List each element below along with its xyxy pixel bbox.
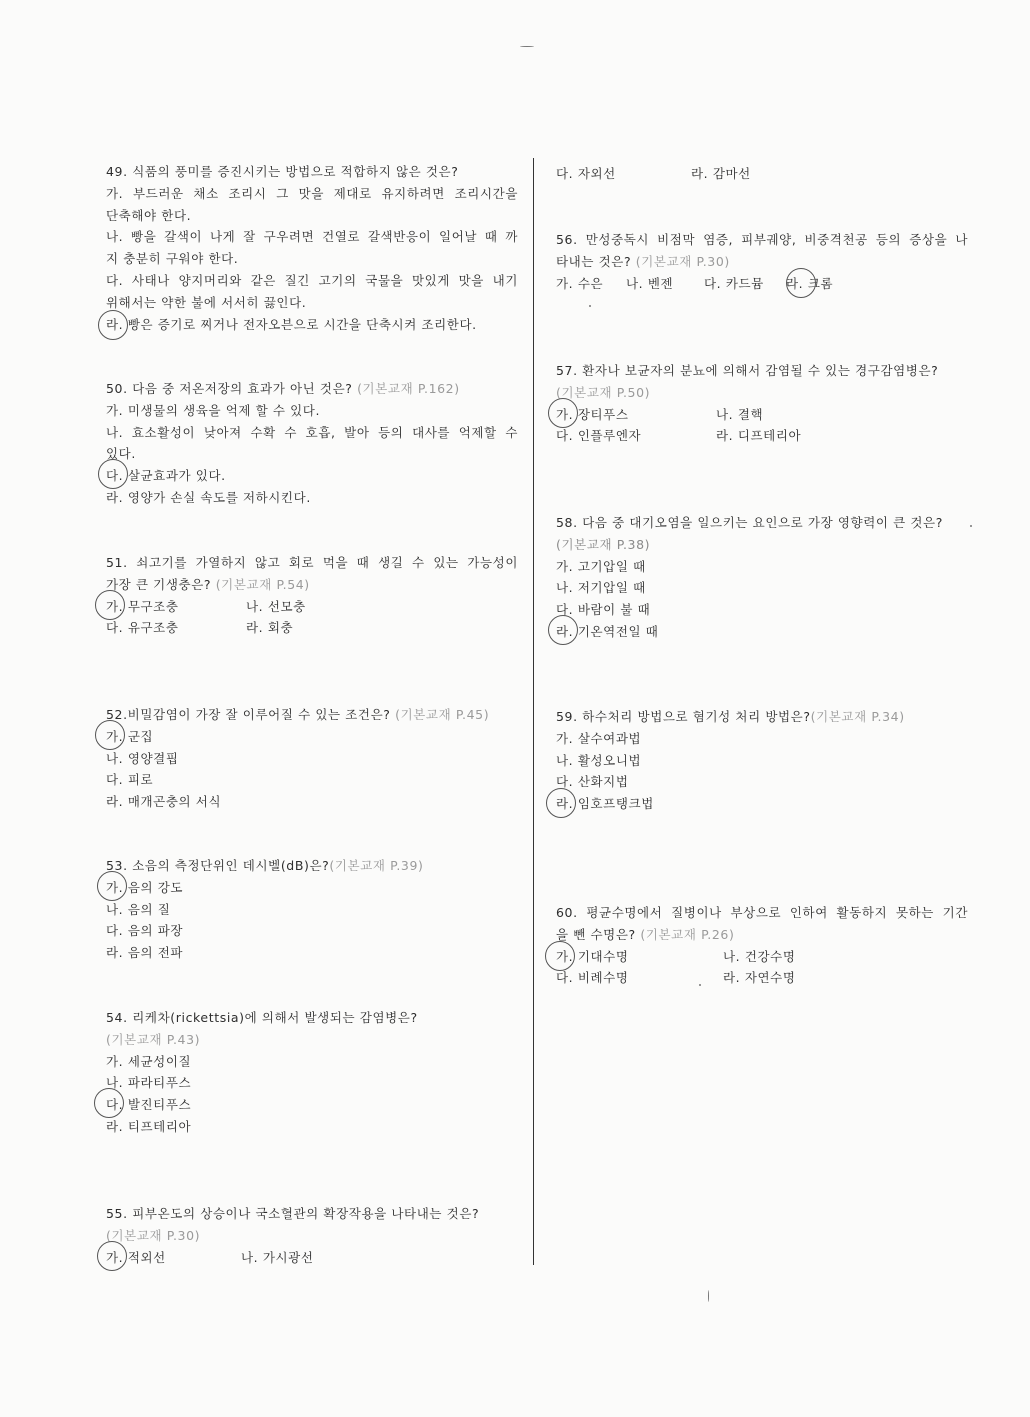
option-ga: 가. 적외선 [106,1249,166,1265]
question-55 [106,1203,518,1268]
option-na: 나. 선모충 [246,598,306,614]
option-da: 다. 유구조충 [106,620,179,636]
option-ra: 라. 음의 전파 [106,945,184,961]
option-ra: 라. 영양가 손실 속도를 저하시킨다. [106,489,311,505]
options-row-2 [556,967,968,989]
question-stem-cont [556,251,968,273]
question-stem: 49. 식품의 풍미를 증진시키는 방법으로 적합하지 않은 것은? [106,164,459,179]
option-na: 나. 결핵 [716,406,764,422]
stem-text: 타내는 것은? [556,253,632,269]
option-na-cont: 있다. [106,446,136,462]
options-row-1 [556,404,968,426]
question-57 [556,360,968,447]
option-na: 나. 빵을 갈색이 나게 잘 구우려면 건열로 갈색반응이 일어날 때 까 [106,229,518,245]
textbook-ref: (기본교재 P.38) [556,536,651,552]
textbook-ref: (기본교재 P.26) [640,926,735,942]
option-na: 나. 음의 질 [106,901,171,917]
question-58 [556,512,968,643]
column-divider [533,158,534,1265]
option-ra: 라. 감마선 [691,166,751,181]
textbook-ref: (기본교재 P.50) [556,384,651,400]
option-da-cont: 위해서는 약한 불에 서서히 끓인다. [106,294,307,310]
stem-text: 53. 소음의 측정단위인 데시벨(dB)은? [106,858,330,873]
options-row-1 [106,596,518,618]
option-ra: 라. 티프테리아 [106,1118,192,1134]
stem-text: 52.비밀감염이 가장 잘 이루어질 수 있는 조건은? [106,707,391,722]
scan-speck [520,46,534,47]
option-na: 나. 건강수명 [723,948,796,964]
question-stem: 60. 평균수명에서 질병이나 부상으로 인하여 활동하지 못하는 기간 [556,905,968,920]
textbook-ref: (기본교재 P.162) [357,381,460,396]
scan-speck [970,525,972,527]
question-51 [106,552,518,639]
option-da: 다. 산화지법 [556,774,629,790]
question-stem [556,706,968,728]
stem-text: 을 뺀 수명은? [556,926,636,942]
option-na: 나. 벤젠 [626,275,674,291]
option-ra: 라. 크롬 [786,275,834,291]
option-ra: 라. 자연수명 [723,970,796,986]
question-53 [106,855,518,964]
scan-speck [589,305,591,307]
stem-text: 가장 큰 기생충은? [106,576,212,592]
option-da: 다. 인플루엔자 [556,428,642,444]
stem-text: 50. 다음 중 저온저장의 효과가 아닌 것은? [106,381,353,396]
option-ga: 가. 미생물의 생육을 억제 할 수 있다. [106,402,321,418]
textbook-ref: (기본교재 P.30) [635,253,730,269]
option-ga: 가. 장티푸스 [556,406,629,422]
option-ga: 가. 군집 [106,728,154,744]
option-na: 나. 영양결핍 [106,750,179,766]
option-da: 다. 자외선 [556,166,616,181]
option-da: 다. 사태나 양지머리와 같은 질긴 고기의 국물을 맛있게 맛을 내기 [106,272,518,288]
option-na-cont: 지 충분히 구워야 한다. [106,251,239,267]
option-ga: 가. 세균성이질 [106,1053,192,1069]
question-stem-cont [106,574,518,596]
textbook-ref: (기본교재 P.34) [810,709,905,724]
question-stem: 56. 만성중독시 비점막 염증, 피부궤양, 비중격천공 등의 증상을 나 [556,232,968,247]
question-55-cont [556,163,968,185]
question-60 [556,902,968,989]
question-59 [556,706,968,815]
question-52 [106,704,518,813]
option-ga: 가. 고기압일 때 [556,558,646,574]
option-na: 나. 효소활성이 낮아져 수확 수 호흡, 발아 등의 대사를 억제할 수 [106,424,518,440]
option-ra: 라. 임호프탱크법 [556,796,654,812]
option-na: 나. 가시광선 [241,1249,314,1265]
question-stem [106,378,518,400]
option-ra: 라. 디프테리아 [716,428,802,444]
option-da: 다. 피로 [106,772,154,788]
question-stem: 58. 다음 중 대기오염을 일으키는 요인으로 가장 영향력이 큰 것은? [556,515,943,530]
textbook-ref: (기본교재 P.54) [215,576,310,592]
option-ga: 가. 살수여과법 [556,730,642,746]
option-ga-cont: 단축해야 한다. [106,207,192,223]
question-54 [106,1007,518,1138]
option-na: 나. 활성오니법 [556,752,642,768]
question-stem: 54. 리케차(rickettsia)에 의해서 발생되는 감염병은? [106,1010,418,1025]
option-ra: 라. 기온역전일 때 [556,623,659,639]
textbook-ref: (기본교재 P.39) [329,858,424,873]
option-da: 다. 카드뮴 [704,275,764,291]
option-na: 나. 파라티푸스 [106,1075,192,1091]
textbook-ref: (기본교재 P.30) [106,1227,201,1243]
option-ra: 라. 매개곤충의 서식 [106,794,222,810]
scan-speck [699,984,701,986]
options-row [556,273,968,295]
question-50 [106,378,518,509]
textbook-ref: (기본교재 P.43) [106,1031,201,1047]
option-na: 나. 저기압일 때 [556,580,646,596]
option-ga: 가. 음의 강도 [106,879,184,895]
textbook-ref: (기본교재 P.45) [395,707,490,722]
question-stem [106,704,518,726]
option-ra: 라. 빵은 증기로 찌거나 전자오븐으로 시간을 단축시켜 조리한다. [106,316,477,332]
option-da: 다. 비례수명 [556,970,629,986]
stem-text: 59. 하수처리 방법으로 혐기성 처리 방법은? [556,709,811,724]
options-row-1 [556,946,968,968]
options-row-1 [106,1247,518,1269]
scan-speck [708,1290,709,1302]
question-stem [106,855,518,877]
question-stem: 57. 환자나 보균자의 분뇨에 의해서 감염될 수 있는 경구감염병은? [556,363,939,378]
options-row-2 [556,163,968,185]
option-ga: 가. 부드러운 채소 조리시 그 맛을 제대로 유지하려면 조리시간을 [106,185,518,201]
question-stem: 55. 피부온도의 상승이나 국소혈관의 확장작용을 나타내는 것은? [106,1206,480,1221]
option-ra: 라. 회충 [246,620,294,636]
option-da: 다. 살균효과가 있다. [106,468,226,484]
option-ga: 가. 무구조충 [106,598,179,614]
option-da: 다. 음의 파장 [106,923,184,939]
option-ga: 가. 기대수명 [556,948,629,964]
question-stem-cont [556,924,968,946]
question-49 [106,161,518,335]
question-56 [556,229,968,294]
option-ga: 가. 수은 [556,275,604,291]
options-row-2 [556,425,968,447]
option-da: 다. 바람이 불 때 [556,602,651,618]
option-da: 다. 발진티푸스 [106,1097,192,1113]
question-stem: 51. 쇠고기를 가열하지 않고 회로 먹을 때 생길 수 있는 가능성이 [106,555,518,570]
options-row-2 [106,617,518,639]
